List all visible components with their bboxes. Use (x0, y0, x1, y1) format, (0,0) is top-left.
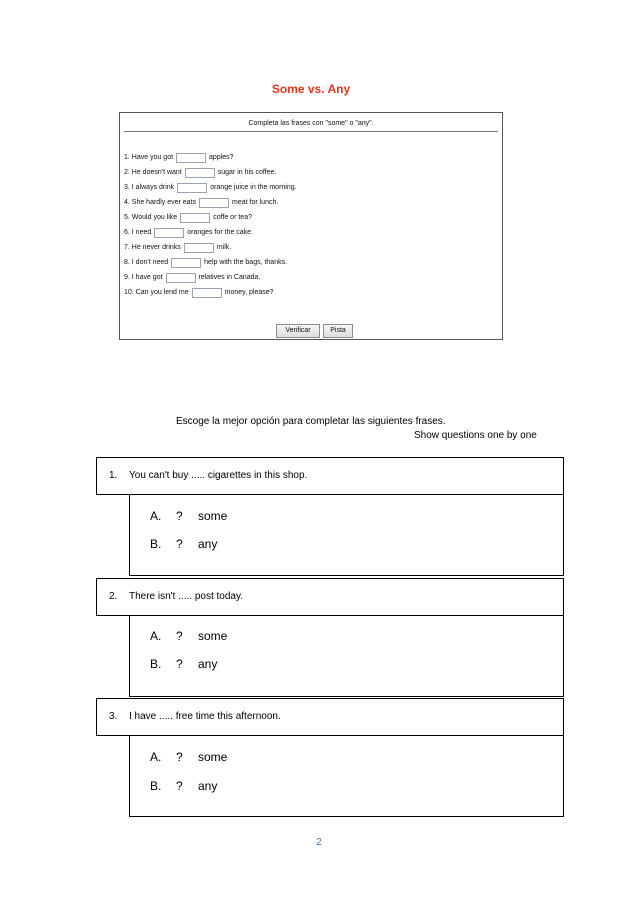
exercise-sentence: 9. I have got relatives in Canada. (124, 274, 261, 281)
question-box (96, 457, 564, 495)
question-number: 2. (109, 591, 118, 602)
question-text: You can't buy ..... cigarettes in this shop. (129, 470, 308, 481)
exercise-sentence: 5. Would you like coffe or tea? (124, 214, 252, 221)
exercise-instruction: Completa las frases con "some" o "any". (124, 117, 498, 132)
option-a[interactable]: A. ? some (150, 629, 228, 643)
page-number: 2 (316, 837, 322, 848)
hint-button[interactable]: Pista (323, 324, 353, 338)
exercise-screenshot (116, 78, 506, 342)
answer-input[interactable] (176, 153, 206, 163)
question-number: 1. (109, 470, 118, 481)
question-number: 3. (109, 711, 118, 722)
radio-placeholder-icon[interactable]: ? (176, 779, 183, 793)
answer-options (129, 616, 564, 697)
show-one-by-one-link[interactable]: Show questions one by one (414, 430, 537, 441)
option-b[interactable]: B. ? any (150, 779, 218, 793)
answer-options (129, 495, 564, 576)
exercise-sentence: 10. Can you lend me money, please? (124, 289, 274, 296)
exercise-sentence: 6. I need oranges for the cake. (124, 229, 254, 236)
answer-input[interactable] (199, 198, 229, 208)
answer-options (129, 736, 564, 817)
answer-input[interactable] (171, 258, 201, 268)
answer-input[interactable] (154, 228, 184, 238)
question-text: There isn't ..... post today. (129, 591, 243, 602)
radio-placeholder-icon[interactable]: ? (176, 509, 183, 523)
answer-input[interactable] (166, 273, 196, 283)
exercise-frame (119, 112, 503, 340)
exercise-sentence: 4. She hardly ever eats meat for lunch. (124, 199, 279, 206)
answer-input[interactable] (177, 183, 207, 193)
exercise-sentence: 1. Have you got apples? (124, 154, 234, 161)
exercise-sentence: 8. I don't need help with the bags, thanks. (124, 259, 288, 266)
exercise-sentence: 3. I always drink orange juice in the morning. (124, 184, 297, 191)
question-box (96, 578, 564, 616)
option-b[interactable]: B. ? any (150, 537, 218, 551)
option-b[interactable]: B. ? any (150, 657, 218, 671)
verify-button[interactable]: Verificar (276, 324, 320, 338)
answer-input[interactable] (180, 213, 210, 223)
question-text: I have ..... free time this afternoon. (129, 711, 281, 722)
question-box (96, 698, 564, 736)
radio-placeholder-icon[interactable]: ? (176, 750, 183, 764)
answer-input[interactable] (185, 168, 215, 178)
radio-placeholder-icon[interactable]: ? (176, 629, 183, 643)
answer-input[interactable] (184, 243, 214, 253)
option-a[interactable]: A. ? some (150, 750, 228, 764)
exercise-sentence: 2. He doesn't want sugar in his coffee. (124, 169, 277, 176)
exercise-sentence: 7. He never drinks milk. (124, 244, 232, 251)
option-a[interactable]: A. ? some (150, 509, 228, 523)
page-instruction: Escoge la mejor opción para completar las siguientes frases. (176, 416, 446, 427)
radio-placeholder-icon[interactable]: ? (176, 657, 183, 671)
radio-placeholder-icon[interactable]: ? (176, 537, 183, 551)
exercise-title: Some vs. Any (271, 82, 351, 96)
answer-input[interactable] (192, 288, 222, 298)
